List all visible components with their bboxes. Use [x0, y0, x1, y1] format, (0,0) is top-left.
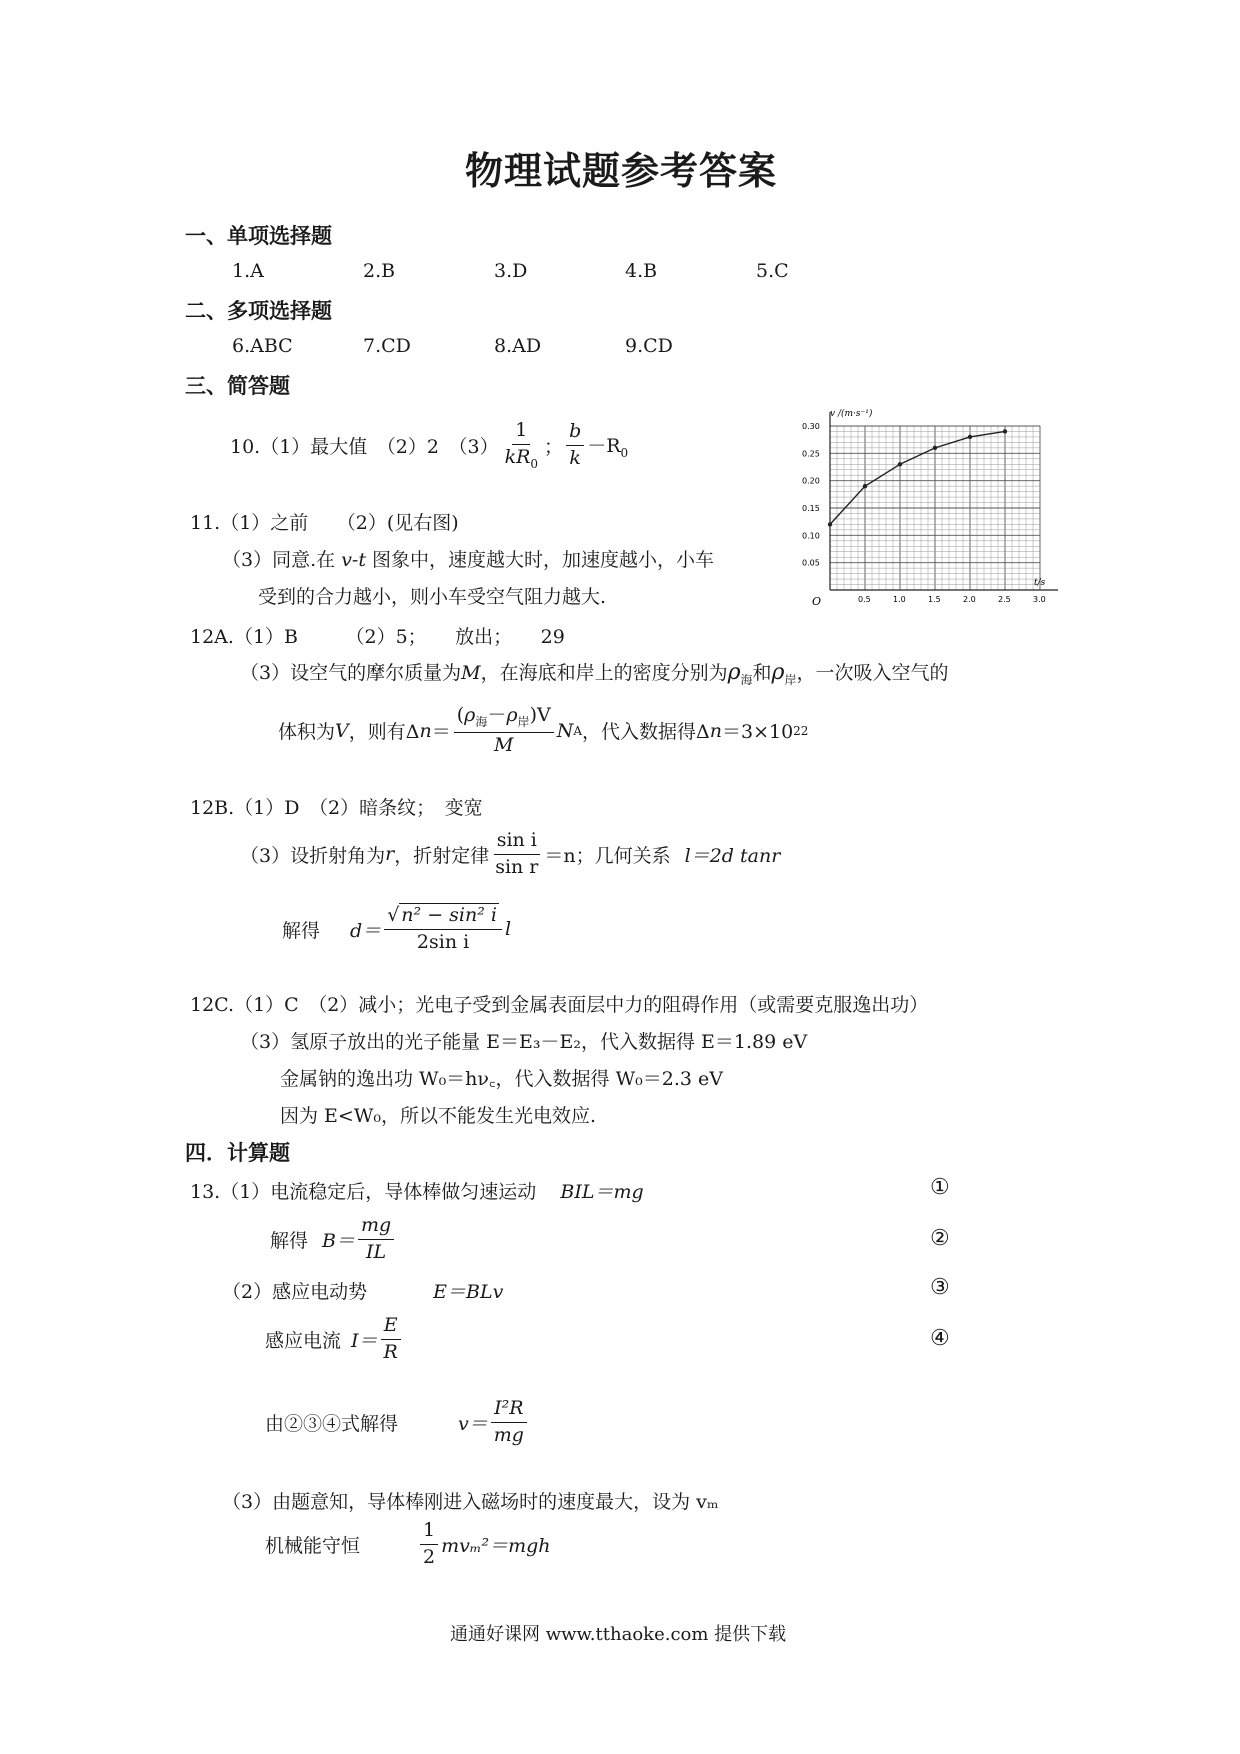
chart-axes [830, 412, 1058, 590]
q11-line2c: 图象中，速度越大时，加速度越小，小车 [372, 549, 715, 571]
q13-fraction-7 [420, 1520, 438, 1569]
q12a-NA-sub: A [573, 723, 582, 738]
answer-8: 8.AD [494, 335, 542, 357]
q13-line5 [265, 1398, 530, 1447]
q13-f4-den: R [383, 1340, 398, 1363]
q12b-den2: 2sin i [416, 930, 470, 953]
answer-2: 2.B [363, 260, 396, 282]
q12a-eq: ＝ [431, 721, 451, 744]
q12a-line3e: ＝3×10 [721, 721, 794, 744]
x-tick-label: 1.5 [928, 595, 941, 604]
marker-3: ③ [930, 1275, 950, 1300]
q13-line6: （3）由题意知，导体棒刚进入磁场时的速度最大，设为 vₘ [222, 1491, 719, 1513]
answer-1: 1.A [232, 260, 264, 282]
chart-grid [830, 426, 1040, 590]
q13-line4a: 感应电流 [265, 1329, 342, 1352]
q12b-f-num: sin i [494, 830, 540, 855]
q12a-line1: 12A.（1）B （2）5； 放出； 29 [190, 626, 565, 648]
section-heading-multi-choice: 二、多项选择题 [185, 299, 332, 323]
y-tick-label: 0.05 [802, 558, 820, 568]
chart-ylabel: v /(m·s⁻¹) [830, 409, 873, 419]
x-tick-label: 3.0 [1033, 595, 1046, 604]
q10-f2-den: k [569, 447, 581, 470]
marker-4: ④ [930, 1326, 950, 1351]
q10-prefix: 10.（1）最大值 （2）2 （3） [230, 436, 499, 459]
q10-fraction-1: $\frac{1}{kR_0}$ [504, 419, 539, 471]
q12a-M: M [461, 662, 481, 684]
q11-line1: 11.（1）之前 （2）(见右图) [190, 512, 459, 534]
answer-6: 6.ABC [232, 335, 293, 357]
q13-line4b: I＝ [351, 1329, 378, 1352]
q12b-l: l [504, 918, 512, 941]
q12b-f-den: sin r [495, 855, 539, 878]
q12a-line2: （3）设空气的摩尔质量为M，在海底和岸上的密度分别为$\rho_海$和$\rho_岸$，一次吸入空气的 [240, 660, 949, 687]
q13-line5a: 由②③④式解得 [265, 1412, 399, 1435]
q13-line2 [270, 1215, 397, 1264]
q10-f1-den: kR [504, 445, 531, 468]
q10-sep: ； [544, 436, 564, 459]
q13-f5-den: mg [493, 1423, 524, 1446]
marker-1: ① [930, 1175, 950, 1200]
q12c-line3: 金属钠的逸出功 W₀＝hν꜀，代入数据得 W₀＝2.3 eV [280, 1068, 723, 1090]
answer-9: 9.CD [625, 335, 673, 357]
q10-suffix: －R [587, 435, 621, 458]
q11-line2b: v-t [341, 549, 366, 571]
q12b-d: d＝ [350, 919, 382, 942]
section-heading-calculation: 四．计算题 [185, 1141, 290, 1165]
q12c-line1: 12C.（1）C （2）减小；光电子受到金属表面层中力的阻碍作用（或需要克服逸出功） [190, 994, 929, 1016]
answer-3: 3.D [494, 260, 528, 282]
chart-points [828, 429, 1007, 526]
series-line [830, 431, 1005, 524]
x-tick-label: 2.0 [963, 595, 976, 604]
chart-xlabel: t/s [1034, 578, 1046, 588]
q13-line4 [265, 1315, 404, 1364]
q13-line3a: （2）感应电动势 [222, 1281, 368, 1303]
q12c-line4: 因为 E<W₀，所以不能发生光电效应. [280, 1105, 597, 1127]
q13-line7 [265, 1520, 551, 1569]
q11-line2 [222, 545, 714, 572]
q13-line2a: 解得 [270, 1229, 309, 1252]
q13-fraction-2 [358, 1215, 394, 1264]
q12b-line2d: ＝n；几何关系 [544, 844, 671, 867]
q12a-exp: 22 [793, 723, 809, 738]
q13-line5b: v＝ [458, 1412, 488, 1435]
data-point [1003, 429, 1007, 433]
q12a-minus: － [487, 704, 507, 726]
q13-fraction-4 [381, 1315, 401, 1364]
x-tick-label: 0.5 [858, 595, 871, 604]
data-point [863, 484, 867, 488]
section-heading-single-choice: 一、单项选择题 [185, 224, 332, 248]
q12b-line2 [240, 830, 780, 879]
q12a-NA: N [556, 719, 574, 742]
q13-line7a: 机械能守恒 [265, 1534, 361, 1557]
q12a-num-tail: )V [529, 704, 551, 726]
q13-line2b: B＝ [322, 1229, 355, 1252]
q12a-line2d: ，一次吸入空气的 [796, 662, 949, 684]
marker-2: ② [930, 1226, 950, 1251]
q12a-line2a: （3）设空气的摩尔质量为 [240, 662, 462, 684]
q12b-line2c: ，折射定律 [394, 844, 490, 867]
data-point [968, 435, 972, 439]
answer-5: 5.C [756, 260, 789, 282]
q13-f7-num: 1 [420, 1520, 438, 1545]
q10-f2-num: b [566, 421, 584, 446]
x-tick-label: 2.5 [998, 595, 1011, 604]
q13-line3b: E＝BLv [433, 1281, 504, 1303]
q12a-and: 和 [752, 662, 772, 684]
q12c-line2: （3）氢原子放出的光子能量 E＝E₃－E₂，代入数据得 E＝1.89 eV [240, 1031, 808, 1053]
q12b-line3 [282, 905, 511, 954]
q12b-fraction2: $\frac{\text{√ n² − sin² i}}{\text{2sin i}}$ [384, 905, 502, 954]
q13-f5-num: I²R [491, 1398, 526, 1423]
q13-f2-num: mg [358, 1215, 394, 1240]
q10-fraction-2 [566, 421, 584, 470]
q12a-V: V [335, 719, 349, 742]
q12a-fraction: $\frac{(\rho_海-\rho_岸)V}{M}$ [454, 705, 554, 756]
q12b-line3a: 解得 [282, 919, 321, 942]
q10-line: 10.（1）最大值 （2）2 （3） $\frac{1}{kR_0}$ ； $\frac{b}{k}$ $-R_0$ [230, 419, 629, 471]
chart-origin: O [812, 595, 822, 608]
q13-f2-den: IL [366, 1240, 387, 1263]
q13-f4-num: E [381, 1315, 401, 1340]
page-title: 物理试题参考答案 [465, 149, 778, 193]
q12b-line1: 12B.（1）D （2）暗条纹； 变宽 [190, 797, 483, 819]
section-heading-short-answer: 三、简答题 [185, 374, 290, 398]
q13-line1a: 13.（1）电流稳定后，导体棒做匀速运动 [190, 1181, 537, 1203]
footer-text: 通通好课网 www.tthaoke.com 提供下载 [450, 1624, 787, 1645]
q10-f1-num: 1 [512, 420, 530, 445]
data-point [933, 446, 937, 450]
answer-7: 7.CD [363, 335, 411, 357]
q11-line2a: （3）同意.在 [222, 549, 336, 571]
q12b-fraction [492, 830, 541, 879]
q12a-line3d: ，代入数据得Δ [582, 721, 710, 744]
y-tick-label: 0.30 [802, 422, 820, 431]
chart-curve [830, 431, 1005, 524]
y-tick-label: 0.15 [802, 504, 820, 513]
data-point [828, 522, 832, 526]
y-tick-label: 0.10 [802, 531, 820, 541]
q12a-line3: 体积为 V ，则有Δ n ＝ $\frac{(\rho_海-\rho_岸)V}{M}$ N A ，代入数据得Δ n ＝3×10 22 [278, 704, 809, 756]
q12a-n: n [419, 719, 432, 742]
answer-4: 4.B [625, 260, 658, 282]
chart-ticks [802, 422, 1046, 604]
q12b-line2e: l＝2d tanr [684, 844, 781, 867]
vt-chart [800, 405, 1060, 610]
q11-line3: 受到的合力越小，则小车受空气阻力越大. [258, 586, 607, 608]
y-tick-label: 0.20 [802, 476, 820, 486]
q13-line3 [222, 1277, 503, 1304]
q12a-line3a: 体积为 [278, 721, 336, 744]
q13-fraction-5 [491, 1398, 527, 1447]
q13-line1 [190, 1177, 644, 1204]
x-tick-label: 1.0 [893, 595, 906, 604]
q13-f7-den: 2 [423, 1545, 436, 1568]
q12b-r: r [385, 843, 395, 866]
q13-line1b: BIL＝mg [560, 1181, 644, 1203]
q12b-sqrt: n² − sin² i [401, 904, 497, 926]
q12b-line2a: （3）设折射角为 [240, 844, 386, 867]
data-point [898, 462, 902, 466]
q12a-line3c: ，则有Δ [348, 721, 420, 744]
q12a-rho-shore-sub: 岸 [784, 672, 797, 687]
y-tick-label: 0.25 [802, 449, 820, 459]
q13-line7b: mvₘ²＝mgh [441, 1534, 551, 1557]
q12a-den: M [493, 733, 514, 756]
q12a-line2c: ，在海底和岸上的密度分别为 [480, 662, 728, 684]
q12a-rho-sea-sub: 海 [740, 672, 753, 687]
